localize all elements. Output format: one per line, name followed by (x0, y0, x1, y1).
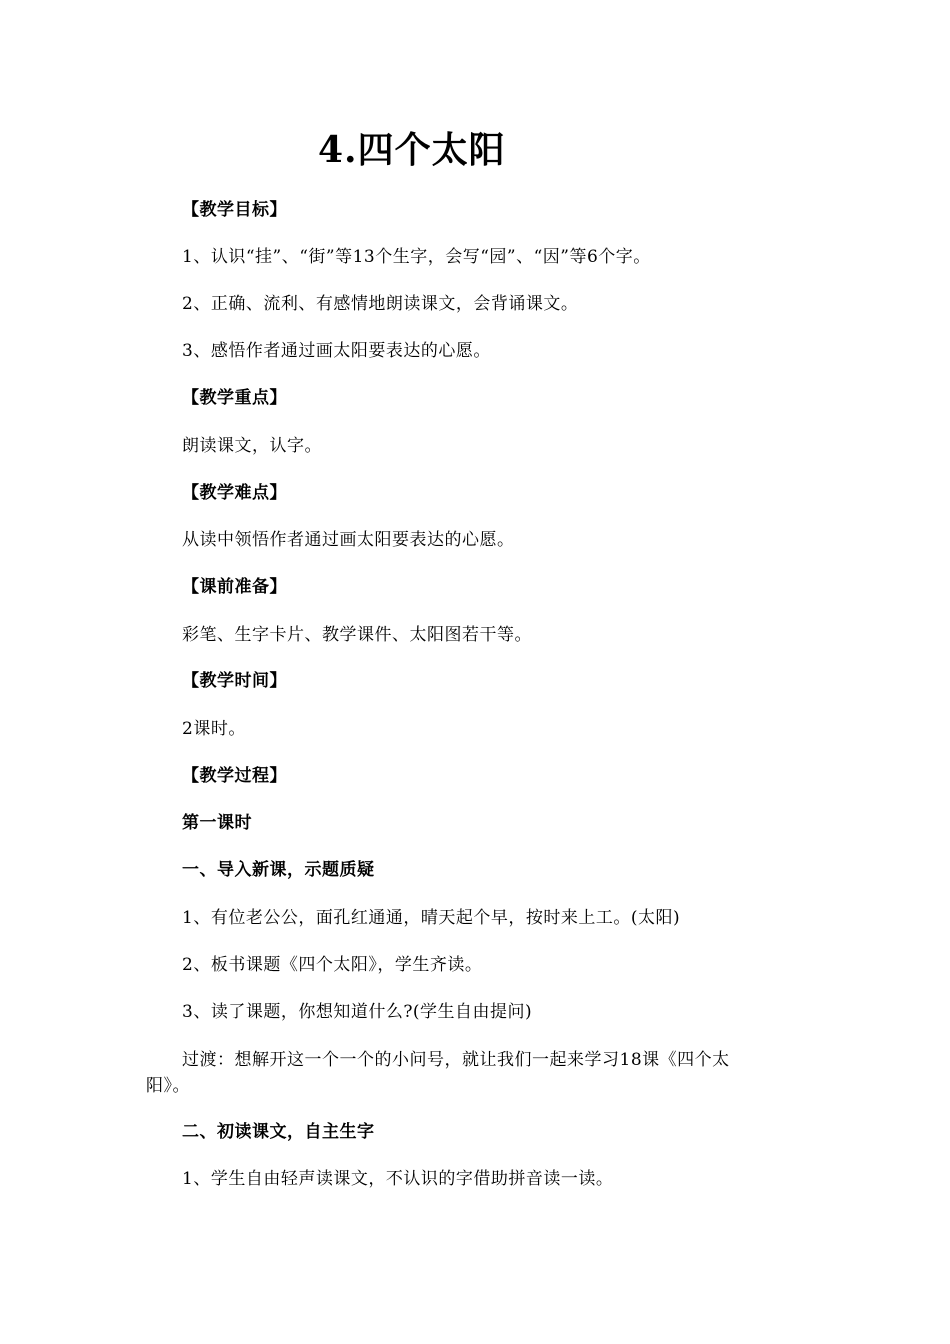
part-1-item-1: 1、有位老公公，面孔红通通，晴天起个早，按时来上工。(太阳) (182, 908, 681, 928)
objective-item-1: 1、认识“挂”、“街”等13个生字，会写“园”、“因”等6个字。 (182, 247, 651, 267)
key-points-heading: 【教学重点】 (182, 388, 287, 408)
objectives-heading: 【教学目标】 (182, 200, 287, 220)
part-1-item-2: 2、板书课题《四个太阳》，学生齐读。 (182, 955, 483, 975)
difficulties-text: 从读中领悟作者通过画太阳要表达的心愿。 (182, 530, 515, 550)
preparation-heading: 【课前准备】 (182, 577, 287, 597)
document-title: 4.四个太阳 (318, 129, 506, 171)
process-heading: 【教学过程】 (182, 766, 287, 786)
objective-item-3: 3、感悟作者通过画太阳要表达的心愿。 (182, 341, 491, 361)
part-1-item-3: 3、读了课题，你想知道什么?(学生自由提问) (182, 1002, 533, 1022)
part-2-item-1: 1、学生自由轻声读课文，不认识的字借助拼音读一读。 (182, 1169, 614, 1189)
difficulties-heading: 【教学难点】 (182, 483, 287, 503)
key-points-text: 朗读课文，认字。 (182, 436, 322, 456)
time-heading: 【教学时间】 (182, 671, 287, 691)
time-text: 2课时。 (182, 719, 246, 739)
objective-item-2: 2、正确、流利、有感情地朗读课文，会背诵课文。 (182, 294, 579, 314)
transition-line-1: 过渡：想解开这一个一个的小问号，就让我们一起来学习18课《四个太 (182, 1050, 730, 1070)
preparation-text: 彩笔、生字卡片、教学课件、太阳图若干等。 (182, 625, 532, 645)
part-2-heading: 二、初读课文，自主生字 (182, 1122, 375, 1142)
transition-line-2: 阳》。 (146, 1076, 190, 1096)
lesson-1-heading: 第一课时 (182, 813, 252, 833)
part-1-heading: 一、导入新课，示题质疑 (182, 860, 375, 880)
